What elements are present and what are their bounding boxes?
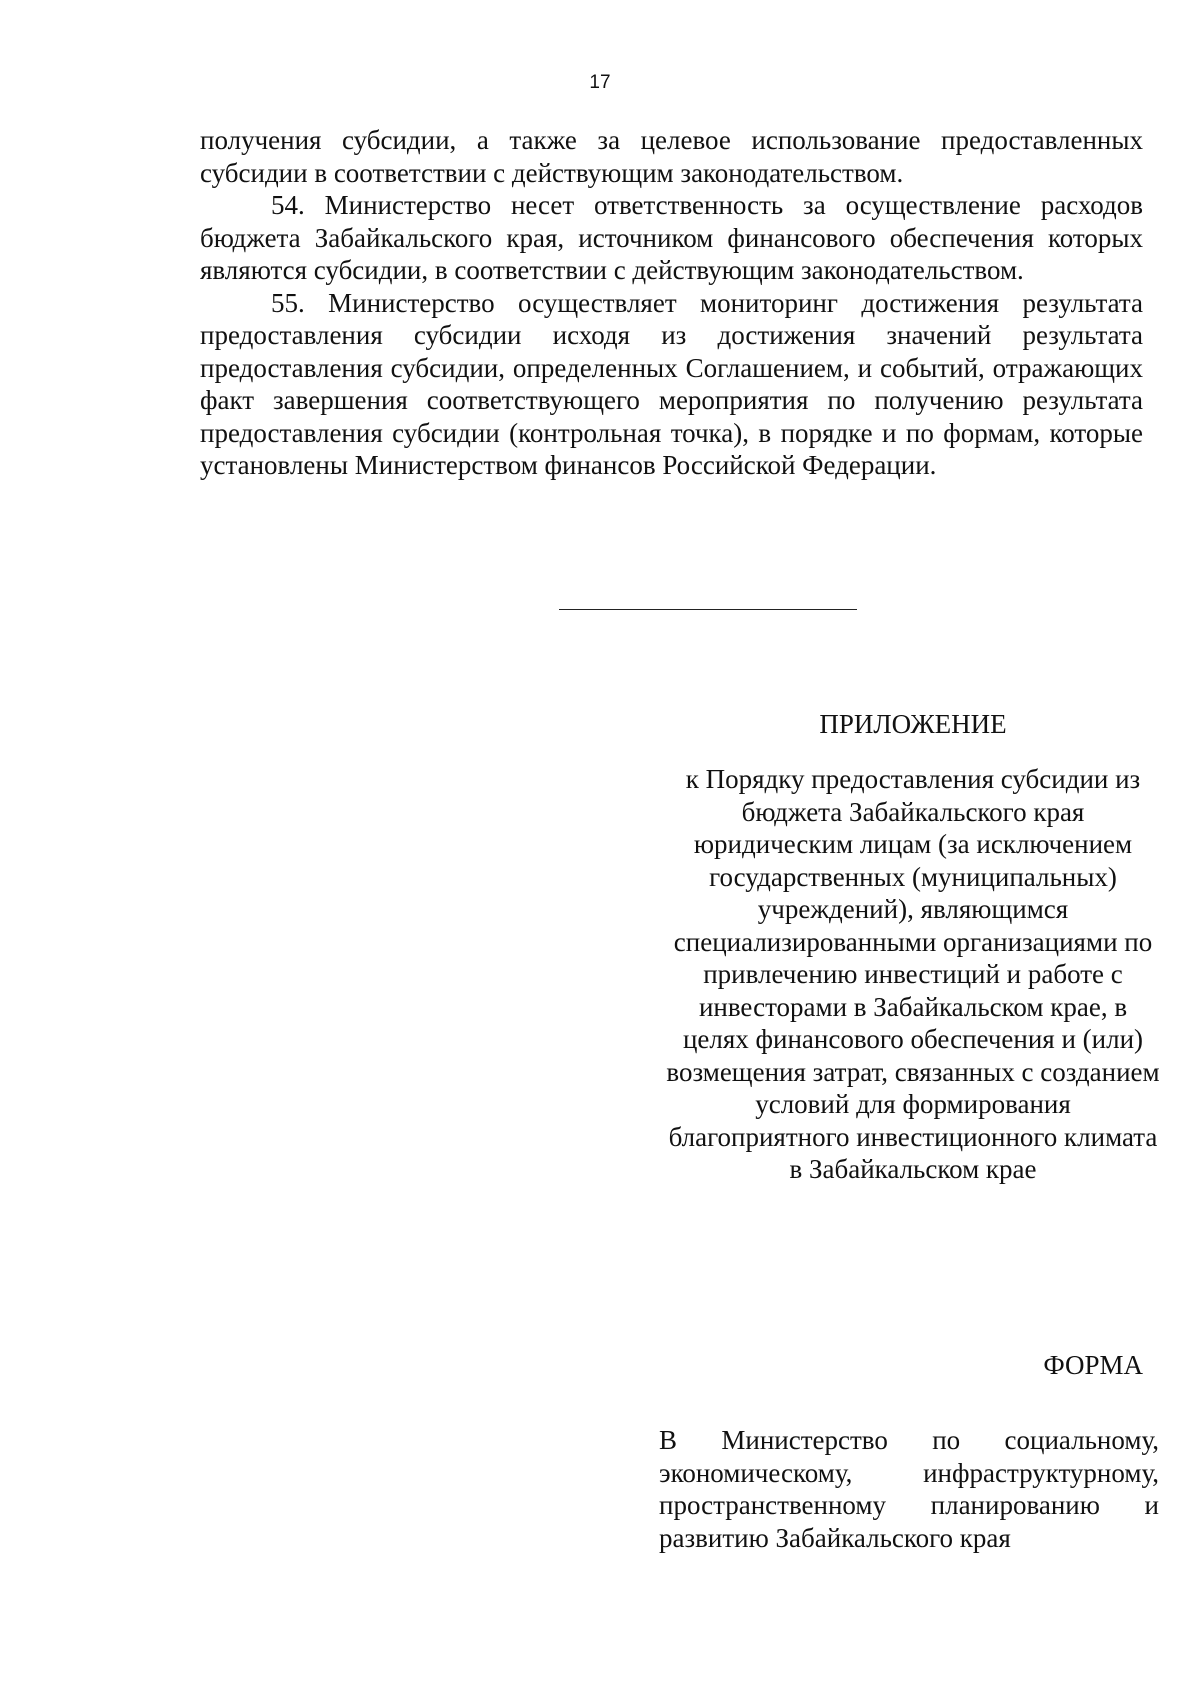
- addressee-text: В Министерство по социальному, экономическому, инфраструктурному, пространственному планированию и развитию Забайкальского края: [659, 1425, 1159, 1553]
- form-label: ФОРМА: [1043, 1350, 1143, 1380]
- appendix-reference-text: к Порядку предоставления субсидии из бюджета Забайкальского края юридическим лицам (за исключением государственных (муниципальных) учреждений), являющимся специализированными организациями по привлечению инвестиций и работе с инвесторами в Забайкальском крае, в целях финансового обеспечения и (или) возмещения затрат, связанных с созданием условий для формирования благоприятного инвестиционного климата в Забайкальском крае: [666, 764, 1160, 1184]
- section-separator-line: [559, 609, 857, 610]
- paragraph-continuation: получения субсидии, а также за целевое использование предоставленных субсидии в соответствии с действующим законодательством.: [200, 125, 1143, 188]
- paragraph-55: 55. Министерство осуществляет мониторинг достижения результата предоставления субсидии исходя из достижения значений результата предоставления субсидии, определенных Соглашением, и событий, отражающих факт завершения соответствующего мероприятия по получению результата предоставления субсидии (контрольная точка), в порядке и по формам, которые установлены Министерством финансов Российской Федерации.: [200, 287, 1143, 480]
- page-number: 17: [589, 72, 611, 93]
- body-text: [200, 124, 1143, 482]
- appendix-title: ПРИЛОЖЕНИЕ: [819, 709, 1007, 739]
- addressee-block: [659, 1424, 1159, 1554]
- paragraph-54: 54. Министерство несет ответственность за осуществление расходов бюджета Забайкальского края, источником финансового обеспечения которых являются субсидии, в соответствии с действующим законодательством.: [200, 190, 1143, 285]
